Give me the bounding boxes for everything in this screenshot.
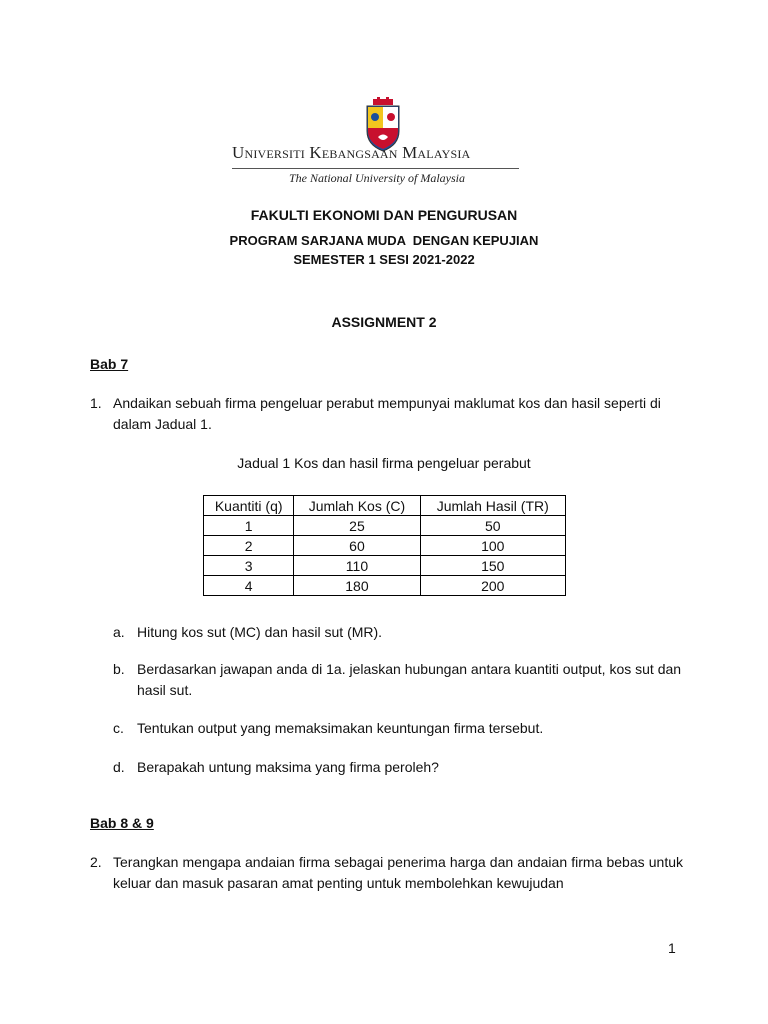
page-number: 1 — [668, 940, 676, 956]
program-title: PROGRAM SARJANA MUDA DENGAN KEPUJIAN — [229, 233, 539, 248]
faculty-title: FAKULTI EKONOMI DAN PENGURUSAN — [250, 207, 518, 223]
table-cell: 150 — [420, 556, 565, 576]
table-cell: 60 — [294, 536, 420, 556]
section-heading-bab8-9: Bab 8 & 9 — [90, 815, 154, 831]
university-name: Universiti Kebangsaan Malaysia — [232, 143, 471, 162]
question-number: 1. — [90, 395, 102, 411]
subquestion-label: a. — [113, 624, 125, 640]
table-header-cell: Jumlah Kos (C) — [294, 496, 420, 516]
table-cell: 50 — [420, 516, 565, 536]
table-cell: 2 — [204, 536, 294, 556]
table-cell: 180 — [294, 576, 420, 596]
subquestion-label: b. — [113, 661, 125, 677]
subquestion-text: Berapakah untung maksima yang firma peroleh? — [137, 759, 439, 775]
crown-icon — [373, 97, 393, 105]
question-text: Terangkan mengapa andaian firma sebagai penerima harga dan andaian firma bebas untuk keluar dan masuk pasaran amat penting untuk membolehkan kewujudan — [113, 854, 683, 891]
logo-divider — [232, 168, 519, 169]
table-cell: 3 — [204, 556, 294, 576]
section-heading-bab7: Bab 7 — [90, 356, 129, 372]
table-cell: 110 — [294, 556, 420, 576]
semester-title: SEMESTER 1 SESI 2021-2022 — [293, 252, 475, 267]
table-row — [204, 576, 566, 596]
university-tagline: The National University of Malaysia — [289, 171, 465, 185]
question-text: Andaikan sebuah firma pengeluar perabut mempunyai maklumat kos dan hasil seperti di dalam Jadual 1. — [113, 395, 661, 432]
question-number: 2. — [90, 854, 102, 870]
table-header-cell: Jumlah Hasil (TR) — [420, 496, 565, 516]
table-row — [204, 556, 566, 576]
subquestion-label: d. — [113, 759, 125, 775]
table-cell: 4 — [204, 576, 294, 596]
table-caption: Jadual 1 Kos dan hasil firma pengeluar perabut — [237, 455, 531, 471]
table-cell: 25 — [294, 516, 420, 536]
cost-revenue-table — [203, 495, 566, 596]
subquestion-text: Hitung kos sut (MC) dan hasil sut (MR). — [137, 624, 383, 640]
table-cell: 1 — [204, 516, 294, 536]
table-cell: 200 — [420, 576, 565, 596]
table-row — [204, 536, 566, 556]
subquestion-label: c. — [113, 720, 124, 736]
table-cell: 100 — [420, 536, 565, 556]
assignment-title: ASSIGNMENT 2 — [331, 314, 437, 330]
table-header-cell: Kuantiti (q) — [204, 496, 294, 516]
subquestion-text: Tentukan output yang memaksimakan keuntungan firma tersebut. — [137, 720, 544, 736]
table-row — [204, 516, 566, 536]
subquestion-text: Berdasarkan jawapan anda di 1a. jelaskan hubungan antara kuantiti output, kos sut dan hasil sut. — [137, 661, 682, 698]
table-header-row — [204, 496, 566, 516]
